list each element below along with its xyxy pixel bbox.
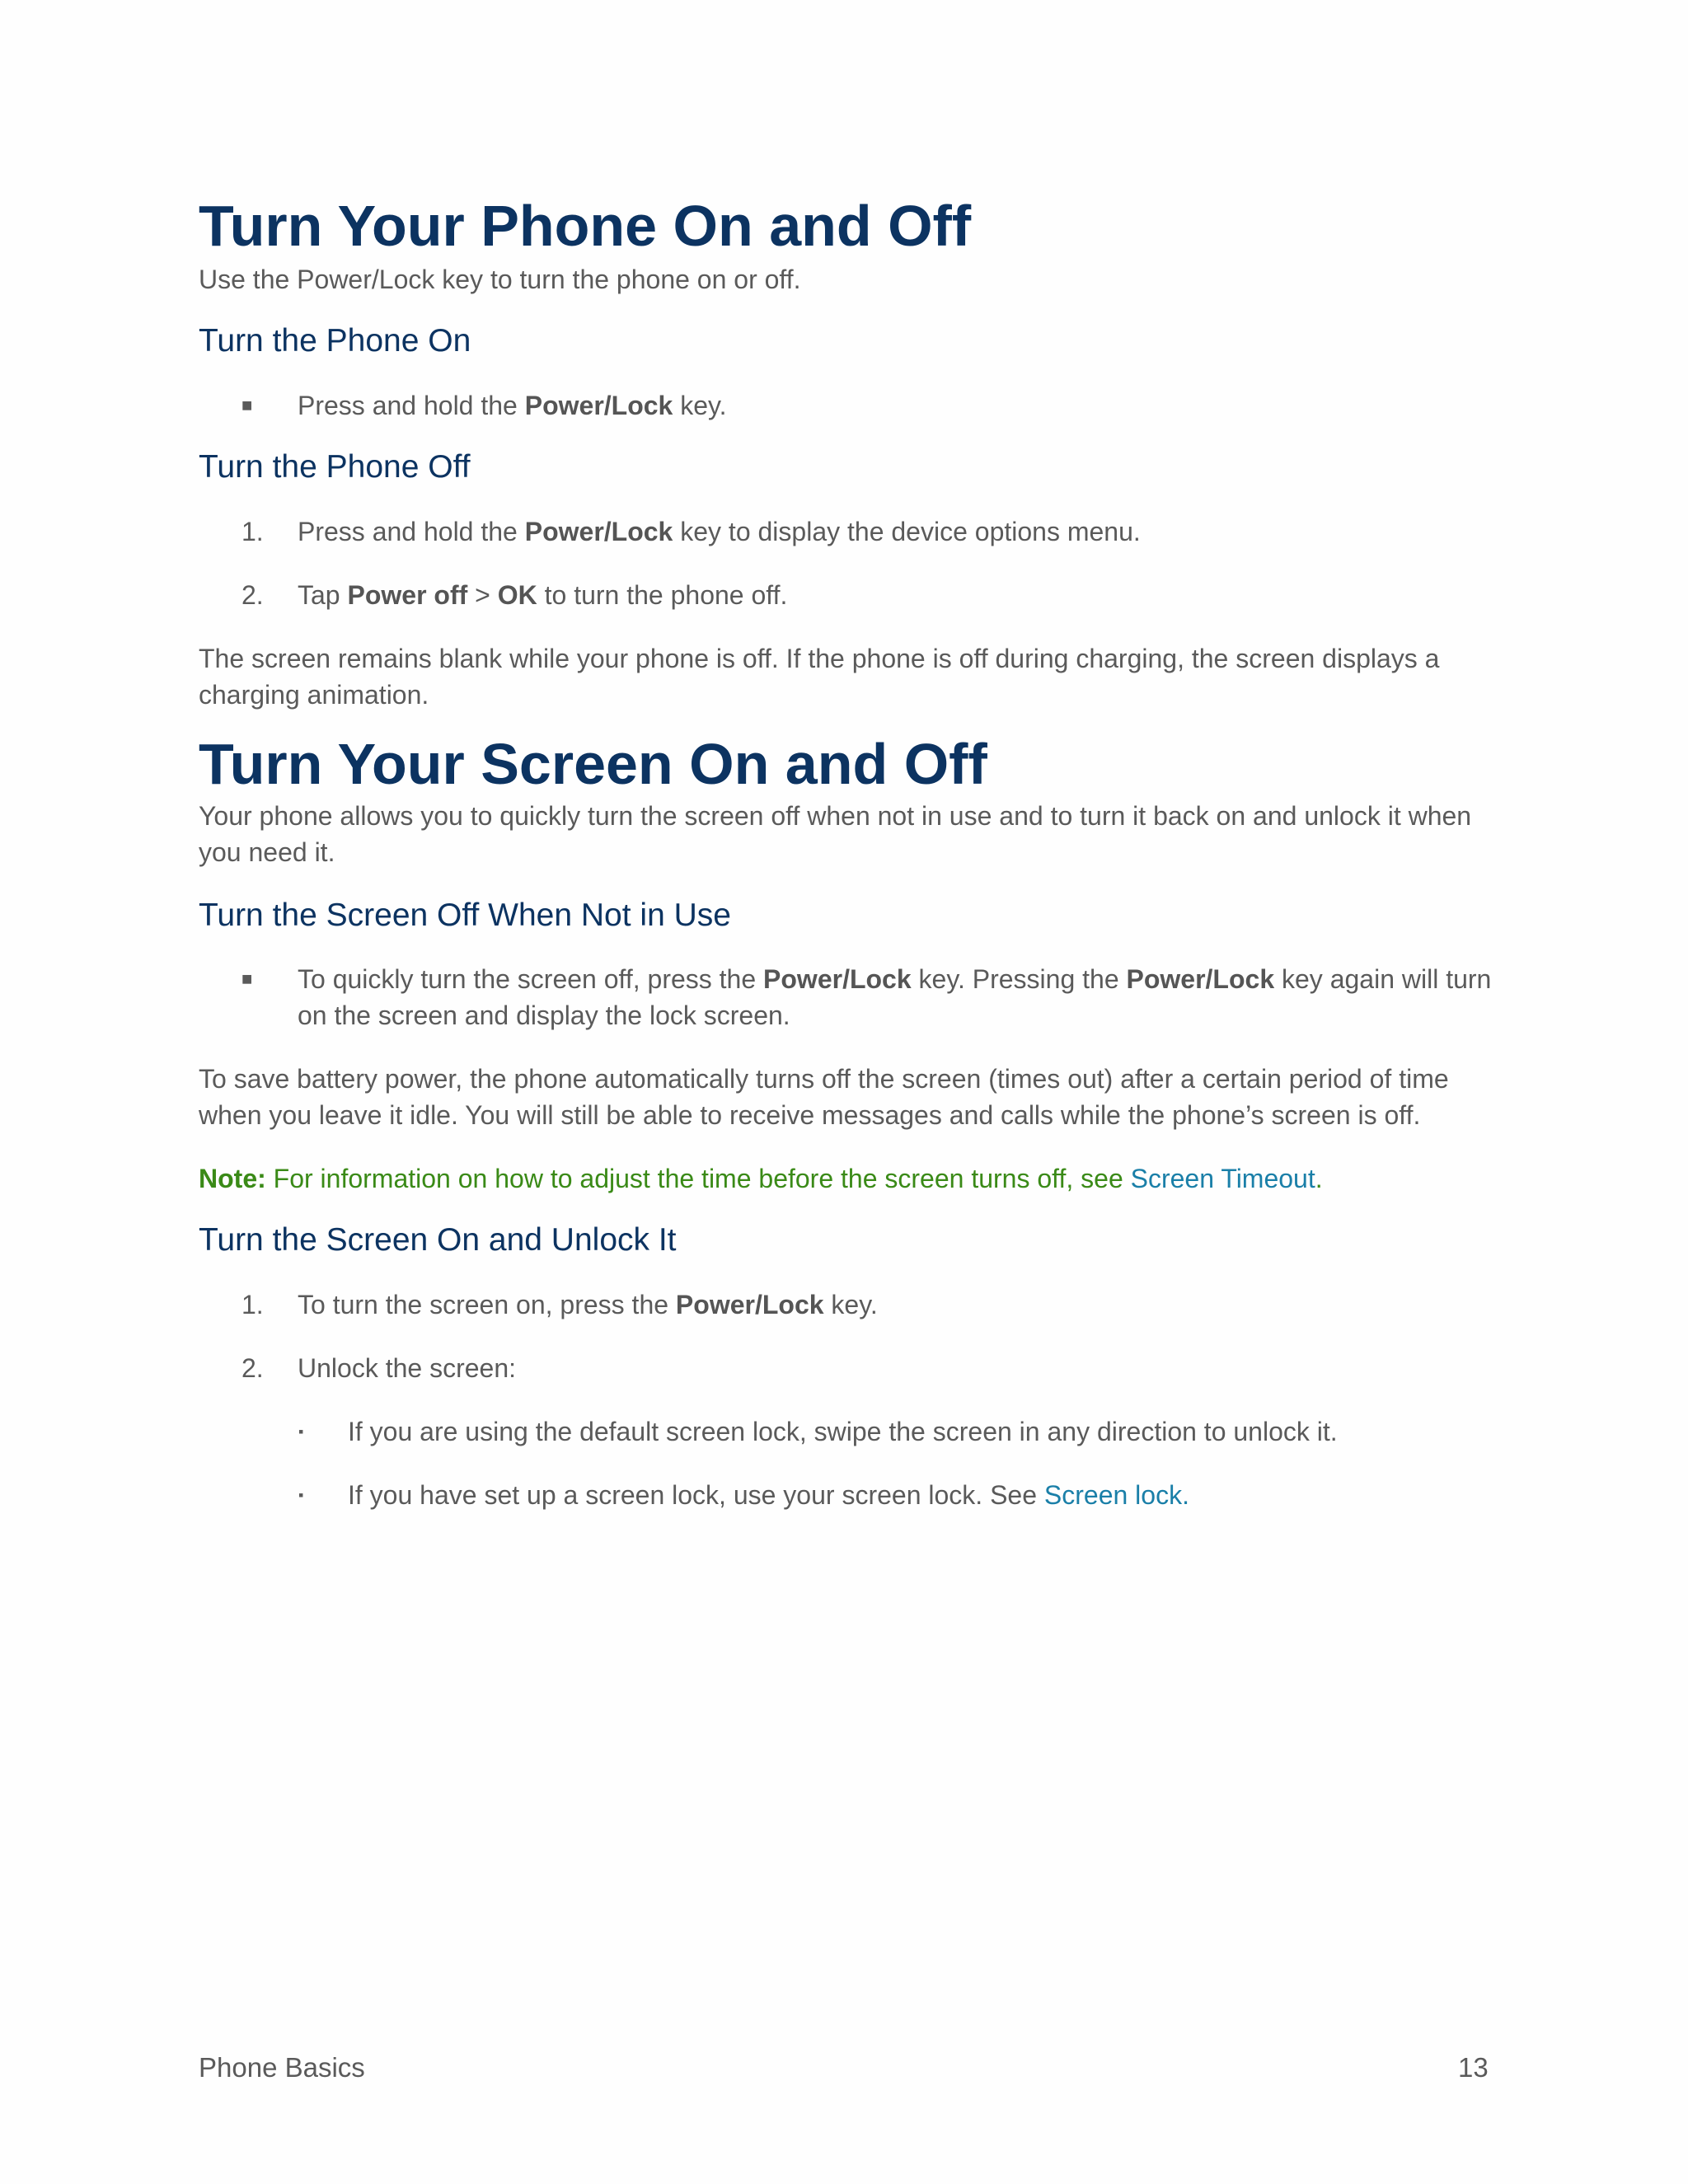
screen-lock-link[interactable]: Screen lock. [1043,1480,1189,1511]
heading-screen-on-unlock: Turn the Screen On and Unlock It [199,1222,677,1258]
list-number: 1. [241,1290,264,1320]
list-item: 2. Unlock the screen: [199,1350,1493,1386]
screen-timeout-link[interactable]: Screen Timeout [1130,1164,1315,1194]
section-title-screen: Turn Your Screen On and Off [199,731,987,796]
note-label: Note: [199,1164,266,1194]
document-page [199,194,1493,1513]
small-square-bullet-icon: ▪ [298,1487,304,1504]
list-item: ■ Press and hold the Power/Lock key. [199,387,1493,424]
sub-list-item: ▪ If you are using the default screen lock, swipe the screen in any direction to unlock it. [199,1413,1493,1450]
list-item: 1. To turn the screen on, press the Power/Lock key. [199,1286,1493,1323]
list-number: 2. [241,579,264,610]
square-bullet-icon: ■ [241,968,253,990]
list-item: 1. Press and hold the Power/Lock key to display the device options menu. [199,513,1493,550]
small-square-bullet-icon: ▪ [298,1423,304,1441]
heading-turn-phone-off: Turn the Phone Off [199,448,471,485]
list-item: 2. Tap Power off > OK to turn the phone off. [199,577,1493,613]
list-number: 2. [241,1353,264,1384]
intro-paragraph: Your phone allows you to quickly turn the screen off when not in use and to turn it back on and unlock it when you need it. [199,800,1472,867]
section-title-phone: Turn Your Phone On and Off [199,194,972,258]
heading-turn-phone-on: Turn the Phone On [199,323,471,359]
list-number: 1. [241,516,264,546]
body-paragraph: To save battery power, the phone automatically turns off the screen (times out) after a certain period of time when you leave it idle. You will still be able to receive messages and calls while the phone’s screen is off. [199,1064,1449,1131]
body-paragraph: The screen remains blank while your phone is off. If the phone is off during charging, the screen displays a charging animation. [199,643,1440,710]
page-number: 13 [1458,2052,1489,2083]
footer-section-name: Phone Basics [199,2052,365,2083]
note-paragraph: Note: For information on how to adjust the time before the screen turns off, see Screen Timeout. [199,1164,1323,1194]
intro-paragraph: Use the Power/Lock key to turn the phone on or off. [199,265,801,294]
heading-screen-off: Turn the Screen Off When Not in Use [199,897,731,933]
sub-list-item: ▪ If you have set up a screen lock, use your screen lock. See Screen lock. [199,1477,1493,1513]
square-bullet-icon: ■ [241,394,253,415]
list-item: ■ To quickly turn the screen off, press the Power/Lock key. Pressing the Power/Lock key again will turn on the screen and display the lock screen. [199,961,1493,1033]
